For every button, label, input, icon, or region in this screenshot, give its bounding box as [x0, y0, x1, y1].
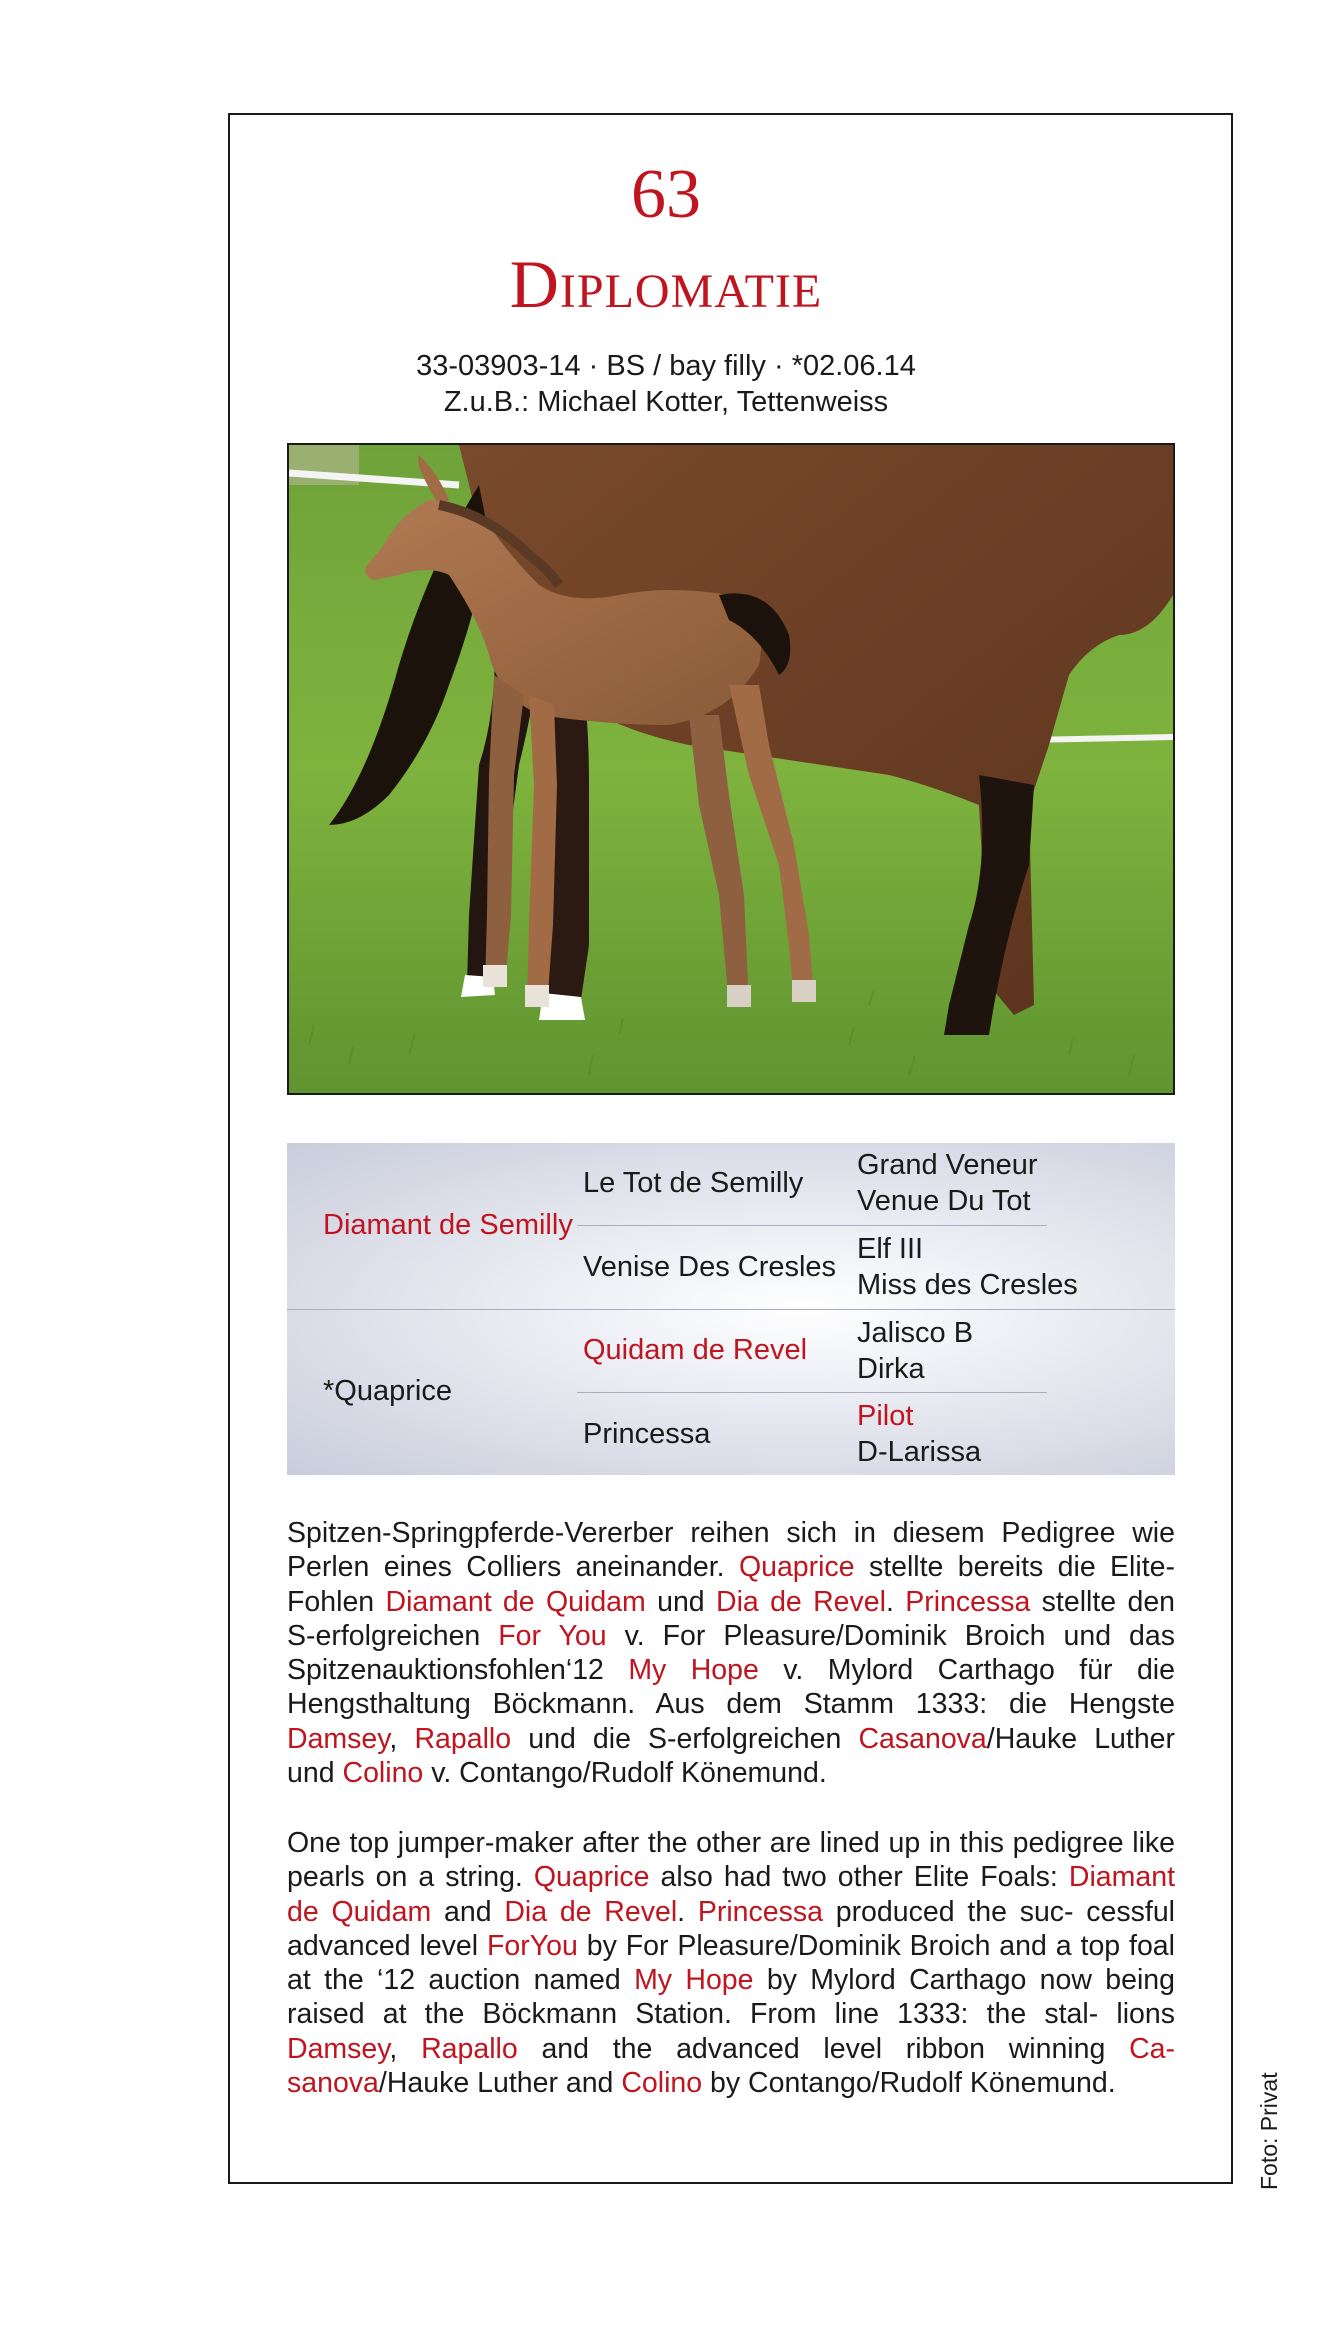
- horse-link: Diamant de Quidam: [287, 1861, 1175, 1928]
- pedigree-sire: Diamant de Semilly: [323, 1209, 573, 1241]
- horse-link: Damsey: [287, 1722, 390, 1755]
- horse-link: Colino: [621, 2067, 703, 2100]
- horse-link: My Hope: [634, 1964, 754, 1997]
- row-divider: [577, 1225, 1047, 1226]
- pedigree-sire-sire: Le Tot de Semilly: [583, 1167, 804, 1199]
- horse-link: For You: [498, 1619, 607, 1652]
- horse-link: Dia de Revel: [715, 1585, 886, 1618]
- horse-link: Princessa: [697, 1895, 823, 1928]
- pedigree-sire-sire-dam: Venue Du Tot: [857, 1185, 1031, 1217]
- pedigree-sire-dam-sire: Elf III: [857, 1233, 924, 1265]
- horse-link: Dia de Revel: [504, 1895, 678, 1928]
- horse-link: Rapallo: [421, 2032, 518, 2065]
- pedigree-dam-sire-sire: Jalisco B: [857, 1317, 974, 1349]
- breeder-line: Z.u.B.: Michael Kotter, Tettenweiss: [443, 386, 889, 418]
- foal-photo-illustration: [289, 445, 1173, 1093]
- horse-name: Diplomatie: [509, 246, 823, 322]
- horse-link: Princessa: [905, 1585, 1031, 1618]
- description-english: One top jumper-maker after the other are lined up in this pedigree like pearls on a string. Quaprice also had two other Elite Foals: Diamant de Quidam and Dia de Revel. Princessa produced the suc- cessful advanced level ForYou by For Pleasure/Dominik Broich and a top foal at the ‘12 auction named My Hope by Mylord Carthago now being raised at the Böckmann Station. From line 1333: the stal- lions Damsey, Rapallo and the advanced level ribbon winning Ca-sanova/Hauke Luther and Colino by Contango/Rudolf Könemund.: [287, 1827, 1176, 2100]
- foal-photo: [287, 443, 1175, 1095]
- pedigree-dam-sire: Quidam de Revel: [583, 1334, 808, 1366]
- horse-link: Casanova: [858, 1722, 987, 1755]
- row-divider: [287, 1309, 1175, 1310]
- horse-link: My Hope: [628, 1654, 759, 1687]
- pedigree-sire-sire-sire: Grand Veneur: [857, 1149, 1038, 1181]
- pedigree-dam-dam: Princessa: [583, 1418, 711, 1450]
- horse-link: Quaprice: [533, 1861, 650, 1894]
- lot-number: 63: [631, 156, 701, 233]
- horse-link: ForYou: [487, 1929, 578, 1962]
- horse-link: Quaprice: [738, 1551, 855, 1584]
- horse-link: Ca-: [1129, 2032, 1176, 2065]
- pedigree-sire-dam: Venise Des Cresles: [583, 1251, 837, 1283]
- pedigree-dam: *Quaprice: [323, 1375, 452, 1407]
- registration-line: 33-03903-14 · BS / bay filly · *02.06.14: [416, 350, 916, 382]
- description-german: Spitzen-Springpferde-Vererber reihen sich in diesem Pedigree wie Perlen eines Colliers aneinander. Quaprice stellte bereits die Elite- Fohlen Diamant de Quidam und Dia de Revel. Princessa stellte den S-erfolgreichen For You v. For Pleasure/Dominik Broich und das Spitzenauktionsfohlen‘12 My Hope v. Mylord Carthago für die Hengsthaltung Böckmann. Aus dem Stamm 1333: die Hengste Damsey, Rapallo und die S-erfolgreichen Casanova/Hauke Luther und Colino v. Contango/Rudolf Könemund.: [287, 1517, 1176, 1790]
- pedigree-table: [287, 1143, 1175, 1475]
- horse-link: sanova: [287, 2067, 379, 2100]
- pedigree-dam-dam-dam: D-Larissa: [857, 1436, 982, 1468]
- horse-link: Damsey: [287, 2032, 390, 2065]
- horse-link: Diamant de Quidam: [385, 1585, 646, 1618]
- photo-credit: Foto: Privat: [1256, 2072, 1282, 2190]
- row-divider: [577, 1392, 1047, 1393]
- pedigree-sire-dam-dam: Miss des Cresles: [857, 1269, 1078, 1301]
- horse-link: Colino: [342, 1757, 424, 1790]
- pedigree-dam-sire-dam: Dirka: [857, 1353, 925, 1385]
- horse-link: Rapallo: [414, 1722, 512, 1755]
- pedigree-dam-dam-sire: Pilot: [857, 1400, 914, 1432]
